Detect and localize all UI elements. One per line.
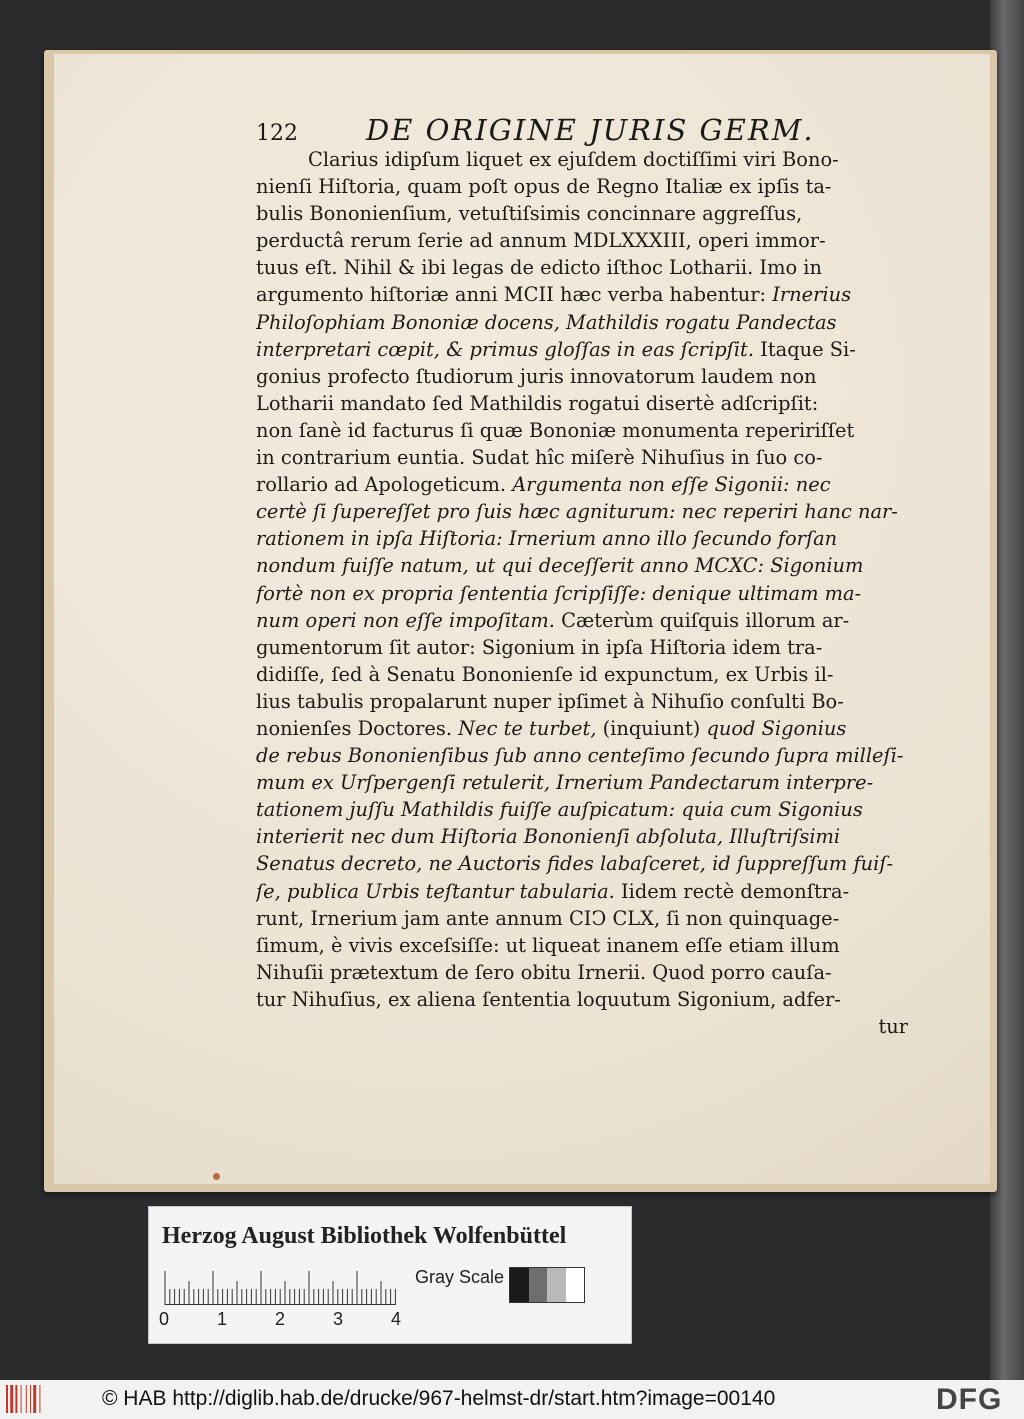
text-segment: runt, Irnerium jam ante annum CIↃ CLX, ſi non quinquage- [256,906,840,930]
stain-mark [213,1173,220,1180]
text-line [256,336,908,363]
text-segment: nienſi Hiſtoria, quam poſt opus de Regno Italiæ ex ipſis ta- [256,175,832,199]
text-line [256,471,908,498]
text-segment: tuus eſt. Nihil & ibi legas de edicto iſthoc Lotharii. Imo in [256,256,823,280]
text-line [256,878,908,905]
text-line [256,823,908,850]
gray-swatch [547,1268,566,1302]
text-line [256,959,908,986]
text-segment: gonius profecto ſtudiorum juris innovatorum laudem non [256,364,817,388]
text-line [256,661,908,688]
text-segment: lius tabulis propalarunt nuper ipſimet à Nihuſio conſulti Bo- [256,689,844,713]
text-line [256,580,908,607]
text-segment: Cæterùm quiſquis illorum ar- [554,608,850,632]
italic-segment: interierit nec dum Hiſtoria Bononienſi abſoluta, Illuſtriſsimi [256,825,841,849]
text-segment: argumento hiſtoriæ anni MCII hæc verba habentur: [256,283,773,307]
text-line [256,146,908,173]
text-segment: Lotharii mandato ſed Mathildis rogatui disertè adſcripſit: [256,391,819,415]
ruler-label: 3 [333,1309,344,1329]
text-line [256,390,908,417]
barcode-bar [21,1385,22,1413]
text-line [256,525,908,552]
italic-segment: Nec te turbet, [458,716,597,740]
barcode-bar [39,1385,40,1413]
text-line [256,227,908,254]
barcode-bar [6,1385,8,1413]
text-line [256,281,908,308]
italic-segment: fortè non ex propria ſententia ſcripſiſſe: denique ultimam ma- [256,581,862,605]
italic-segment: certè ſi ſupereſſet pro ſuis hæc agniturum: nec reperiri hanc nar- [256,500,898,524]
text-segment: bulis Bononienſium, vetuſtiſsimis concinnare aggreſſus, [256,202,803,226]
italic-segment: num operi non eſſe impoſitam. [256,608,555,632]
running-title: DE ORIGINE JURIS GERM. [366,113,815,147]
ruler-label: 0 [159,1309,170,1329]
italic-segment: tationem juſſu Mathildis fuiſſe auſpicatum: quia cum Sigonius [256,798,863,822]
barcode-bar [33,1385,36,1413]
gray-swatch [529,1268,548,1302]
barcode-bar [30,1385,31,1413]
gray-scale-swatches [509,1267,585,1303]
text-segment: Nihuſii prætextum de ſero obitu Irnerii. Quod porro cauſa- [256,960,832,984]
page-header [256,113,816,149]
footer-bar [0,1380,1024,1419]
text-line [256,986,908,1013]
text-line [256,715,908,742]
scale-card [148,1206,632,1344]
italic-segment: Senatus decreto, ne Auctoris fides labaſceret, id ſuppreſſum fuiſ- [256,852,894,876]
text-segment: perductâ rerum ſerie ad annum MDLXXXIII, operi immor- [256,229,826,253]
italic-segment: de rebus Bononienſibus ſub anno centeſimo ſecundo ſupra milleſi- [256,744,904,768]
ruler-label: 4 [391,1309,402,1329]
text-line [256,742,908,769]
ruler-labels [159,1309,419,1331]
text-line [256,607,908,634]
italic-segment: rationem in ipſa Hiſtoria: Irnerium anno illo ſecundo forſan [256,527,838,551]
text-line [256,417,908,444]
text-line [256,796,908,823]
text-line [256,905,908,932]
text-line [256,688,908,715]
text-segment: (inquiunt) [596,716,707,740]
text-segment: Iidem rectè demonſtra- [614,879,850,903]
text-segment: Itaque Si- [754,337,856,361]
text-line [256,173,908,200]
barcode-bar [10,1385,13,1413]
text-segment: ſimum, è vivis exceſsiſſe: ut liqueat inanem eſſe etiam illum [256,933,840,957]
catchword: tur [878,1015,908,1038]
barcode-icon [6,1385,48,1413]
copyright-link[interactable]: © HAB http://diglib.hab.de/drucke/967-helmst-dr/start.htm?image=00140 [102,1387,776,1410]
gray-swatch [566,1268,585,1302]
page-number: 122 [256,121,298,146]
gray-swatch [510,1268,529,1302]
text-segment: gumentorum ſit autor: Sigonium in ipſa Hiſtoria idem tra- [256,635,823,659]
text-segment: rollario ad Apologeticum. [256,473,513,497]
italic-segment: Philoſophiam Bononiæ docens, Mathildis rogatu Pandectas [256,310,837,334]
text-line [256,932,908,959]
barcode-bar [15,1385,17,1413]
italic-segment: Argumenta non eſſe Sigonii: nec [512,473,831,497]
library-name: Herzog August Bibliothek Wolfenbüttel [162,1223,567,1249]
dfg-logo: DFG [936,1383,1003,1416]
text-segment: in contrarium euntia. Sudat hîc miſerè Nihuſius in ſuo co- [256,446,823,470]
text-line [256,363,908,390]
text-line [256,634,908,661]
italic-segment: interpretari cœpit, & primus gloſſas in eas ſcripſit. [256,337,755,361]
italic-segment: nondum fuiſſe natum, ut qui deceſſerit anno MCXC: Sigonium [256,554,864,578]
gray-scale-label: Gray Scale [415,1267,505,1287]
barcode-bar [26,1385,27,1413]
italic-segment: quod Sigonius [706,716,847,740]
text-line [256,444,908,471]
text-line [256,200,908,227]
italic-segment: Irnerius [772,283,852,307]
text-segment: tur Nihuſius, ex aliena ſententia loquutum Sigonium, adfer- [256,987,841,1011]
ruler-label: 1 [217,1309,228,1329]
text-line [256,769,908,796]
text-line [256,850,908,877]
italic-segment: mum ex Urſpergenſi retulerit, Irnerium Pandectarum interpre- [256,771,874,795]
body-text [256,146,908,1040]
text-line [256,254,908,281]
text-segment: didiſſe, ſed à Senatu Bononienſe id expunctum, ex Urbis il- [256,662,834,686]
ruler-icon [163,1271,409,1305]
text-segment: non ſanè id facturus ſi quæ Bononiæ monumenta repeririſſet [256,418,855,442]
text-line [256,309,908,336]
ruler-label: 2 [275,1309,286,1329]
text-line [256,552,908,579]
text-segment: nonienſes Doctores. [256,716,459,740]
text-segment: Clarius idipſum liquet ex ejuſdem doctiſſimi viri Bono- [308,148,839,171]
text-line [256,498,908,525]
italic-segment: ſe, publica Urbis teſtantur tabularia. [256,879,615,903]
